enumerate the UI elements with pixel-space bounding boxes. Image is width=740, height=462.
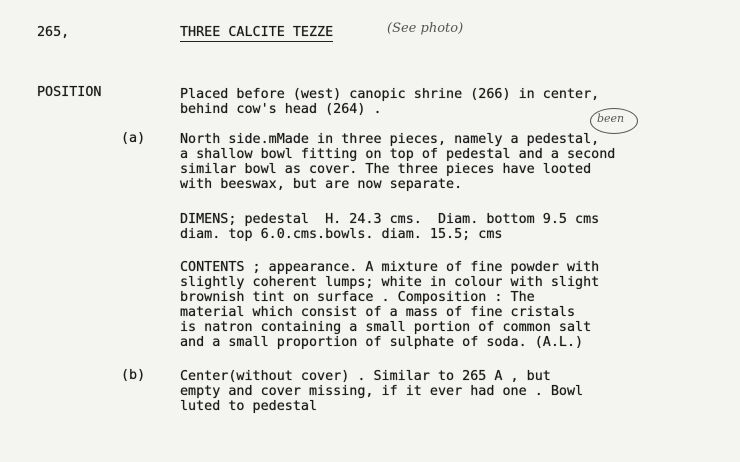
item-b-line-1: Center(without cover) . Similar to 265 A , but — [180, 369, 551, 384]
position-label: POSITION — [37, 85, 102, 100]
item-a-label: (a) — [121, 131, 146, 146]
record-number: 265, — [37, 25, 70, 40]
record-title: THREE CALCITE TEZZE — [180, 25, 334, 40]
contents-line-4: material which consist of a mass of fine cristals — [180, 305, 576, 320]
item-b-label: (b) — [121, 368, 146, 383]
margin-note: been — [597, 112, 625, 125]
contents-line-6: and a small proportion of sulphate of soda. (A.L.) — [180, 335, 584, 350]
item-a-line-3: similar bowl as cover. The three pieces have looted — [180, 162, 592, 177]
item-a-line-2: a shallow bowl fitting on top of pedestal and a second — [180, 147, 616, 162]
contents-line-5: is natron containing a small portion of common salt — [180, 320, 592, 335]
item-a-line-1: North side.mMade in three pieces, namely a pedestal, — [180, 132, 600, 147]
dimens-line-2: diam. top 6.0.cms.bowls. diam. 15.5; cms — [180, 227, 503, 242]
contents-line-2: slightly coherent lumps; white in colour with slight — [180, 275, 600, 290]
position-line-1: Placed before (west) canopic shrine (266) in center, — [180, 87, 600, 102]
contents-line-1: CONTENTS ; appearance. A mixture of fine powder with — [180, 260, 600, 275]
item-b-line-2: empty and cover missing, if it ever had one . Bowl — [180, 384, 584, 399]
item-b-line-3: luted to pedestal — [180, 399, 318, 414]
handwritten-note: (See photo) — [387, 21, 464, 36]
contents-line-3: brownish tint on surface . Composition : The — [180, 290, 535, 305]
dimens-line-1: DIMENS; pedestal H. 24.3 cms. Diam. bottom 9.5 cms — [180, 212, 600, 227]
item-a-line-4: with beeswax, but are now separate. — [180, 177, 463, 192]
position-line-2: behind cow's head (264) . — [180, 102, 382, 117]
